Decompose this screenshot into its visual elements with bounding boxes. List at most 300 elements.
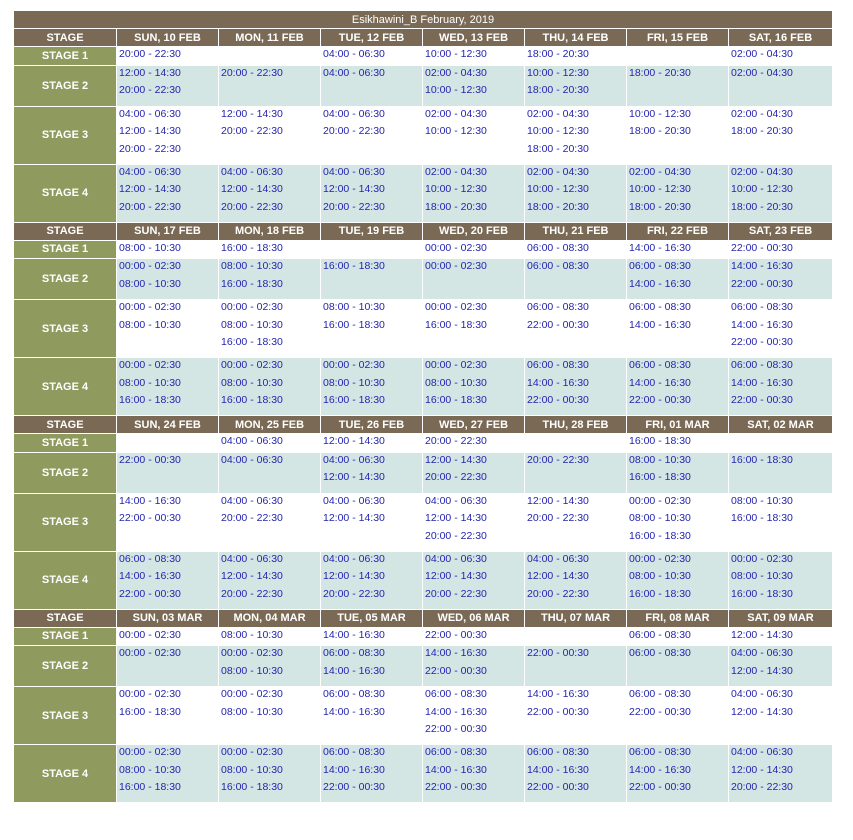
schedule-cell [219, 300, 321, 358]
time-slot: 12:00 - 14:30 [119, 125, 181, 137]
day-header: MON, 25 FEB [219, 416, 321, 434]
time-slot: 18:00 - 20:30 [527, 200, 589, 213]
schedule-cell [627, 259, 729, 300]
time-slot: 00:00 - 02:30 [425, 260, 487, 272]
schedule-cell [219, 47, 321, 66]
schedule-cell [321, 47, 423, 66]
time-slot: 00:00 - 02:30 [629, 552, 691, 565]
time-slot: 20:00 - 22:30 [527, 512, 589, 524]
schedule-cell [627, 551, 729, 609]
stage-label: STAGE 3 [14, 300, 117, 358]
stage-label: STAGE 1 [14, 627, 117, 646]
schedule-cell [219, 551, 321, 609]
time-slot: 16:00 - 18:30 [221, 241, 283, 254]
time-slot: 12:00 - 14:30 [221, 570, 283, 582]
time-slot: 08:00 - 10:30 [221, 628, 283, 641]
time-slot: 20:00 - 22:30 [221, 512, 283, 524]
time-slot: 22:00 - 00:30 [119, 453, 181, 466]
time-slot: 16:00 - 18:30 [221, 336, 283, 348]
time-slot: 14:00 - 16:30 [323, 763, 385, 776]
time-slot: 16:00 - 18:30 [323, 260, 385, 272]
day-header: FRI, 15 FEB [627, 29, 729, 47]
time-slot: 16:00 - 18:30 [629, 435, 691, 447]
time-slot: 16:00 - 18:30 [221, 394, 283, 406]
schedule-cell [525, 646, 627, 687]
time-slot: 22:00 - 00:30 [425, 628, 487, 641]
stage-row [14, 745, 833, 803]
time-slot: 00:00 - 02:30 [119, 647, 181, 659]
day-header: THU, 07 MAR [525, 609, 627, 627]
time-slot: 00:00 - 02:30 [425, 359, 487, 371]
time-slot: 20:00 - 22:30 [425, 529, 487, 542]
time-slot: 04:00 - 06:30 [323, 48, 385, 60]
schedule-cell [321, 493, 423, 551]
stage-label: STAGE 1 [14, 434, 117, 453]
stage-label: STAGE 3 [14, 493, 117, 551]
time-slot: 14:00 - 16:30 [323, 628, 385, 641]
week-header-row [14, 222, 833, 240]
time-slot: 20:00 - 22:30 [527, 453, 589, 466]
schedule-cell [729, 493, 833, 551]
schedule-cell [219, 434, 321, 453]
day-header: TUE, 19 FEB [321, 222, 423, 240]
schedule-cell [321, 358, 423, 416]
day-header: FRI, 01 MAR [627, 416, 729, 434]
time-slot: 02:00 - 04:30 [629, 165, 691, 178]
day-header: SUN, 17 FEB [117, 222, 219, 240]
schedule-cell [729, 434, 833, 453]
schedule-cell [321, 259, 423, 300]
time-slot: 06:00 - 08:30 [629, 688, 691, 700]
schedule-cell [627, 745, 729, 803]
schedule-cell [423, 106, 525, 164]
stage-label: STAGE 4 [14, 551, 117, 609]
schedule-cell [219, 452, 321, 493]
schedule-cell [525, 493, 627, 551]
day-header: MON, 04 MAR [219, 609, 321, 627]
time-slot: 12:00 - 14:30 [323, 435, 385, 447]
time-slot: 00:00 - 02:30 [731, 552, 793, 565]
schedule-cell [423, 687, 525, 745]
schedule-cell [525, 300, 627, 358]
schedule-cell [729, 65, 833, 106]
time-slot: 12:00 - 14:30 [323, 183, 385, 195]
stage-row [14, 627, 833, 646]
time-slot: 06:00 - 08:30 [629, 359, 691, 371]
stage-label: STAGE 2 [14, 259, 117, 300]
time-slot: 22:00 - 00:30 [527, 318, 589, 331]
time-slot: 22:00 - 00:30 [731, 241, 793, 254]
schedule-cell [117, 106, 219, 164]
time-slot: 08:00 - 10:30 [629, 453, 691, 466]
time-slot: 08:00 - 10:30 [731, 570, 793, 582]
time-slot: 16:00 - 18:30 [119, 705, 181, 718]
time-slot: 10:00 - 12:30 [527, 66, 589, 79]
time-slot: 04:00 - 06:30 [731, 647, 793, 659]
time-slot: 10:00 - 12:30 [731, 183, 793, 195]
time-slot: 04:00 - 06:30 [425, 494, 487, 507]
time-slot: 14:00 - 16:30 [629, 376, 691, 389]
time-slot: 20:00 - 22:30 [323, 125, 385, 137]
time-slot: 16:00 - 18:30 [731, 453, 793, 466]
schedule-cell [525, 65, 627, 106]
time-slot: 16:00 - 18:30 [629, 587, 691, 600]
time-slot: 06:00 - 08:30 [629, 301, 691, 313]
time-slot: 20:00 - 22:30 [221, 66, 283, 79]
schedule-cell [117, 259, 219, 300]
week-header-row [14, 416, 833, 434]
time-slot: 00:00 - 02:30 [119, 260, 181, 272]
stage-row [14, 240, 833, 259]
schedule-cell [117, 745, 219, 803]
time-slot: 12:00 - 14:30 [323, 570, 385, 582]
schedule-cell [525, 164, 627, 222]
time-slot: 00:00 - 02:30 [425, 241, 487, 254]
time-slot: 04:00 - 06:30 [731, 688, 793, 700]
stage-row [14, 434, 833, 453]
time-slot: 20:00 - 22:30 [221, 587, 283, 600]
time-slot: 14:00 - 16:30 [425, 647, 487, 659]
time-slot: 08:00 - 10:30 [629, 570, 691, 582]
schedule-cell [321, 164, 423, 222]
day-header: TUE, 12 FEB [321, 29, 423, 47]
schedule-cell [117, 47, 219, 66]
stage-row [14, 300, 833, 358]
time-slot: 14:00 - 16:30 [629, 318, 691, 331]
time-slot: 04:00 - 06:30 [323, 453, 385, 466]
schedule-cell [321, 300, 423, 358]
time-slot: 10:00 - 12:30 [629, 107, 691, 120]
schedule-cell [321, 627, 423, 646]
stage-column-header: STAGE [14, 416, 117, 434]
schedule-cell [117, 493, 219, 551]
stage-label: STAGE 4 [14, 358, 117, 416]
day-header: THU, 21 FEB [525, 222, 627, 240]
time-slot: 20:00 - 22:30 [119, 200, 181, 213]
schedule-cell [423, 164, 525, 222]
schedule-cell [627, 164, 729, 222]
time-slot: 00:00 - 02:30 [119, 688, 181, 700]
time-slot: 16:00 - 18:30 [425, 394, 487, 406]
time-slot: 08:00 - 10:30 [119, 241, 181, 254]
stage-column-header: STAGE [14, 29, 117, 47]
schedule-cell [219, 627, 321, 646]
schedule-cell [117, 627, 219, 646]
schedule-cell [321, 434, 423, 453]
schedule-cell [729, 745, 833, 803]
time-slot: 06:00 - 08:30 [629, 628, 691, 641]
day-header: FRI, 08 MAR [627, 609, 729, 627]
time-slot: 04:00 - 06:30 [425, 552, 487, 565]
schedule-cell [729, 452, 833, 493]
schedule-cell [321, 452, 423, 493]
schedule-cell [117, 300, 219, 358]
schedule-cell [423, 627, 525, 646]
schedule-cell [423, 551, 525, 609]
time-slot: 18:00 - 20:30 [527, 48, 589, 60]
time-slot: 06:00 - 08:30 [323, 746, 385, 758]
time-slot: 12:00 - 14:30 [119, 183, 181, 195]
schedule-cell [525, 434, 627, 453]
time-slot: 10:00 - 12:30 [425, 84, 487, 96]
stage-label: STAGE 1 [14, 47, 117, 66]
day-header: MON, 18 FEB [219, 222, 321, 240]
schedule-cell [219, 745, 321, 803]
schedule-cell [627, 106, 729, 164]
schedule-cell [117, 687, 219, 745]
time-slot: 16:00 - 18:30 [323, 318, 385, 331]
time-slot: 16:00 - 18:30 [629, 471, 691, 483]
time-slot: 06:00 - 08:30 [731, 359, 793, 371]
schedule-cell [525, 627, 627, 646]
time-slot: 20:00 - 22:30 [221, 125, 283, 137]
schedule-cell [117, 551, 219, 609]
time-slot: 08:00 - 10:30 [731, 494, 793, 507]
schedule-cell [423, 47, 525, 66]
time-slot: 18:00 - 20:30 [527, 84, 589, 96]
week-header-row [14, 29, 833, 47]
time-slot: 04:00 - 06:30 [221, 165, 283, 178]
time-slot: 20:00 - 22:30 [119, 142, 181, 155]
schedule-cell [729, 358, 833, 416]
stage-label: STAGE 1 [14, 240, 117, 259]
stage-row [14, 358, 833, 416]
time-slot: 20:00 - 22:30 [323, 200, 385, 213]
schedule-cell [423, 745, 525, 803]
schedule-cell [525, 47, 627, 66]
time-slot: 08:00 - 10:30 [221, 260, 283, 272]
day-header: SAT, 02 MAR [729, 416, 833, 434]
time-slot: 04:00 - 06:30 [119, 107, 181, 120]
time-slot: 14:00 - 16:30 [527, 763, 589, 776]
schedule-cell [219, 493, 321, 551]
schedule-cell [729, 259, 833, 300]
time-slot: 22:00 - 00:30 [119, 587, 181, 600]
time-slot: 06:00 - 08:30 [425, 746, 487, 758]
time-slot: 00:00 - 02:30 [221, 301, 283, 313]
stage-label: STAGE 4 [14, 745, 117, 803]
time-slot: 08:00 - 10:30 [119, 763, 181, 776]
time-slot: 22:00 - 00:30 [425, 781, 487, 793]
schedule-cell [321, 65, 423, 106]
time-slot: 04:00 - 06:30 [323, 66, 385, 79]
time-slot: 22:00 - 00:30 [731, 336, 793, 348]
time-slot: 04:00 - 06:30 [323, 494, 385, 507]
time-slot: 08:00 - 10:30 [119, 318, 181, 331]
time-slot: 08:00 - 10:30 [323, 376, 385, 389]
day-header: SUN, 03 MAR [117, 609, 219, 627]
schedule-cell [525, 358, 627, 416]
schedule-cell [423, 434, 525, 453]
schedule-cell [219, 687, 321, 745]
time-slot: 22:00 - 00:30 [425, 664, 487, 677]
schedule-cell [525, 745, 627, 803]
schedule-cell [627, 358, 729, 416]
time-slot: 06:00 - 08:30 [527, 241, 589, 254]
time-slot: 04:00 - 06:30 [323, 165, 385, 178]
time-slot: 22:00 - 00:30 [527, 647, 589, 659]
schedule-cell [117, 164, 219, 222]
schedule-cell [525, 687, 627, 745]
time-slot: 12:00 - 14:30 [425, 453, 487, 466]
time-slot: 02:00 - 04:30 [731, 66, 793, 79]
time-slot: 02:00 - 04:30 [425, 107, 487, 120]
time-slot: 10:00 - 12:30 [527, 125, 589, 137]
time-slot: 14:00 - 16:30 [629, 763, 691, 776]
day-header: TUE, 26 FEB [321, 416, 423, 434]
schedule-cell [219, 106, 321, 164]
schedule-cell [729, 164, 833, 222]
schedule-cell [219, 240, 321, 259]
time-slot: 20:00 - 22:30 [425, 435, 487, 447]
loadshedding-schedule-table [13, 10, 833, 803]
time-slot: 08:00 - 10:30 [119, 376, 181, 389]
time-slot: 14:00 - 16:30 [323, 664, 385, 677]
time-slot: 22:00 - 00:30 [527, 394, 589, 406]
time-slot: 04:00 - 06:30 [119, 165, 181, 178]
day-header: FRI, 22 FEB [627, 222, 729, 240]
time-slot: 12:00 - 14:30 [731, 705, 793, 718]
schedule-cell [321, 687, 423, 745]
schedule-cell [423, 240, 525, 259]
time-slot: 04:00 - 06:30 [221, 453, 283, 466]
time-slot: 06:00 - 08:30 [527, 260, 589, 272]
time-slot: 14:00 - 16:30 [731, 318, 793, 331]
schedule-cell [117, 434, 219, 453]
schedule-cell [627, 493, 729, 551]
schedule-cell [627, 47, 729, 66]
time-slot: 06:00 - 08:30 [119, 552, 181, 565]
stage-row [14, 687, 833, 745]
time-slot: 12:00 - 14:30 [221, 183, 283, 195]
day-header: WED, 13 FEB [423, 29, 525, 47]
stage-row [14, 164, 833, 222]
stage-label: STAGE 2 [14, 646, 117, 687]
time-slot: 16:00 - 18:30 [731, 587, 793, 600]
time-slot: 20:00 - 22:30 [731, 781, 793, 793]
time-slot: 14:00 - 16:30 [629, 277, 691, 290]
time-slot: 08:00 - 10:30 [629, 512, 691, 524]
time-slot: 16:00 - 18:30 [119, 394, 181, 406]
schedule-cell [423, 646, 525, 687]
schedule-cell [627, 627, 729, 646]
schedule-cell [729, 687, 833, 745]
time-slot: 02:00 - 04:30 [527, 165, 589, 178]
schedule-cell [423, 493, 525, 551]
time-slot: 10:00 - 12:30 [425, 48, 487, 60]
schedule-cell [525, 259, 627, 300]
time-slot: 10:00 - 12:30 [425, 183, 487, 195]
time-slot: 18:00 - 20:30 [527, 142, 589, 155]
schedule-cell [117, 452, 219, 493]
schedule-cell [627, 65, 729, 106]
time-slot: 18:00 - 20:30 [731, 125, 793, 137]
time-slot: 00:00 - 02:30 [221, 688, 283, 700]
time-slot: 00:00 - 02:30 [221, 746, 283, 758]
time-slot: 22:00 - 00:30 [527, 705, 589, 718]
time-slot: 22:00 - 00:30 [119, 512, 181, 524]
time-slot: 12:00 - 14:30 [425, 512, 487, 524]
schedule-cell [321, 646, 423, 687]
schedule-cell [729, 551, 833, 609]
time-slot: 12:00 - 14:30 [731, 664, 793, 677]
stage-row [14, 106, 833, 164]
time-slot: 08:00 - 10:30 [221, 376, 283, 389]
week-header-row [14, 609, 833, 627]
day-header: SAT, 16 FEB [729, 29, 833, 47]
day-header: MON, 11 FEB [219, 29, 321, 47]
time-slot: 12:00 - 14:30 [425, 570, 487, 582]
stage-row [14, 47, 833, 66]
schedule-cell [321, 745, 423, 803]
schedule-cell [117, 65, 219, 106]
time-slot: 10:00 - 12:30 [425, 125, 487, 137]
time-slot: 16:00 - 18:30 [425, 318, 487, 331]
stage-column-header: STAGE [14, 222, 117, 240]
schedule-cell [321, 551, 423, 609]
time-slot: 06:00 - 08:30 [629, 647, 691, 659]
time-slot: 08:00 - 10:30 [425, 376, 487, 389]
time-slot: 14:00 - 16:30 [119, 494, 181, 507]
time-slot: 16:00 - 18:30 [629, 529, 691, 542]
time-slot: 16:00 - 18:30 [221, 781, 283, 793]
time-slot: 00:00 - 02:30 [221, 359, 283, 371]
time-slot: 20:00 - 22:30 [527, 587, 589, 600]
time-slot: 12:00 - 14:30 [527, 494, 589, 507]
schedule-cell [627, 434, 729, 453]
time-slot: 06:00 - 08:30 [323, 647, 385, 659]
time-slot: 10:00 - 12:30 [527, 183, 589, 195]
time-slot: 12:00 - 14:30 [731, 628, 793, 641]
day-header: WED, 06 MAR [423, 609, 525, 627]
schedule-cell [627, 240, 729, 259]
schedule-cell [117, 646, 219, 687]
time-slot: 08:00 - 10:30 [221, 763, 283, 776]
time-slot: 04:00 - 06:30 [221, 435, 283, 447]
time-slot: 18:00 - 20:30 [629, 200, 691, 213]
time-slot: 14:00 - 16:30 [323, 705, 385, 718]
time-slot: 08:00 - 10:30 [221, 664, 283, 677]
schedule-cell [423, 259, 525, 300]
day-header: SAT, 09 MAR [729, 609, 833, 627]
time-slot: 08:00 - 10:30 [323, 301, 385, 313]
stage-row [14, 65, 833, 106]
time-slot: 22:00 - 00:30 [629, 781, 691, 793]
time-slot: 20:00 - 22:30 [119, 48, 181, 60]
time-slot: 10:00 - 12:30 [629, 183, 691, 195]
time-slot: 12:00 - 14:30 [119, 66, 181, 79]
time-slot: 06:00 - 08:30 [629, 260, 691, 272]
time-slot: 20:00 - 22:30 [221, 200, 283, 213]
time-slot: 22:00 - 00:30 [425, 723, 487, 735]
time-slot: 02:00 - 04:30 [731, 107, 793, 120]
time-slot: 08:00 - 10:30 [221, 318, 283, 331]
stage-label: STAGE 2 [14, 65, 117, 106]
time-slot: 02:00 - 04:30 [731, 165, 793, 178]
day-header: SUN, 24 FEB [117, 416, 219, 434]
time-slot: 04:00 - 06:30 [221, 494, 283, 507]
stage-row [14, 452, 833, 493]
schedule-cell [729, 106, 833, 164]
time-slot: 18:00 - 20:30 [629, 125, 691, 137]
time-slot: 22:00 - 00:30 [527, 781, 589, 793]
time-slot: 22:00 - 00:30 [731, 277, 793, 290]
schedule-cell [219, 646, 321, 687]
stage-row [14, 646, 833, 687]
stage-label: STAGE 4 [14, 164, 117, 222]
time-slot: 16:00 - 18:30 [731, 512, 793, 524]
time-slot: 00:00 - 02:30 [119, 746, 181, 758]
